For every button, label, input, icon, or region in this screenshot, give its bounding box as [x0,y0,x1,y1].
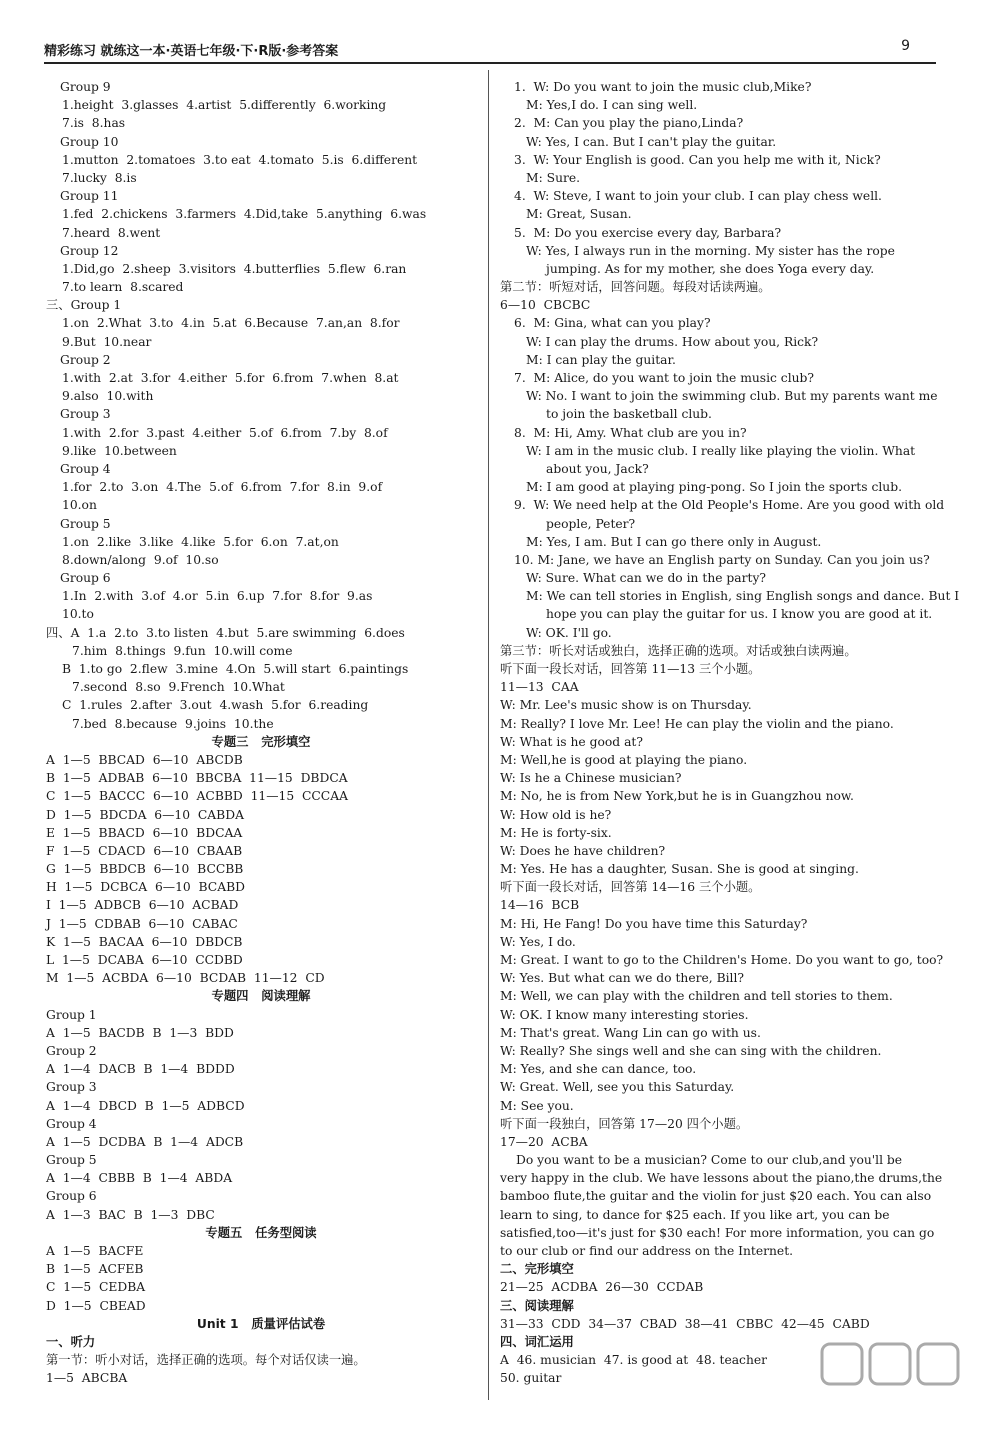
right-line: M: Yes, I am. But I can go there only in August. [526,534,822,549]
left-line: L 1—5 DCABA 6—10 CCDBD [46,953,243,967]
right-line: M: We can tell stories in English, sing English songs and dance. But I [526,589,960,604]
left-line: H 1—5 DCBCA 6—10 BCABD [46,880,245,895]
left-line: 专题四 阅读理解 [211,989,311,1004]
right-line: 听下面一段长对话，回答第 11—13 三个小题。 [500,662,761,676]
right-line: 11—13 CAA [500,680,579,695]
left-line: 一、听力 [46,1334,96,1349]
left-line: 1.mutton 2.tomatoes 3.to eat 4.tomato 5.is 6.different [62,152,418,167]
left-line: K 1—5 BACAA 6—10 DBDCB [46,934,243,949]
right-line: M: Well, we can play with the children and tell stories to them. [500,989,893,1004]
left-line: A 1—3 BAC B 1—3 DBC [46,1207,215,1222]
left-line: 7.him 8.things 9.fun 10.will come [72,643,293,658]
right-line: M: Great, Susan. [526,207,632,222]
right-line: 50. guitar [500,1371,562,1386]
left-line: Group 4 [46,1116,97,1131]
right-line: 17—20 ACBA [500,1134,588,1149]
right-line: Do you want to be a musician? Come to our club,and you'll be [516,1153,903,1168]
right-line: W: What is he good at? [500,734,643,749]
left-line: A 1—5 DCDBA B 1—4 ADCB [46,1134,244,1149]
right-line: W: Yes, I always run in the morning. My sister has the rope [526,243,895,258]
right-line: 3. W: Your English is good. Can you help me with it, Nick? [514,152,881,167]
left-line: 专题三 完形填空 [211,734,311,749]
right-line: about you, Jack? [546,461,649,476]
right-line: 三、阅读理解 [500,1298,574,1313]
left-line: M 1—5 ACBDA 6—10 BCDAB 11—12 CD [46,971,325,986]
left-line: C 1.rules 2.after 3.out 4.wash 5.for 6.reading [62,698,369,713]
right-line: jumping. As for my mother, she does Yoga every day. [546,261,875,276]
right-line: M: Well,he is good at playing the piano. [500,752,748,767]
right-line: 听下面一段独白，回答第 17—20 四个小题。 [500,1116,749,1131]
left-line: Group 6 [46,1189,97,1204]
left-line: 专题五 任务型阅读 [205,1225,317,1240]
right-line: bamboo flute,the guitar and the violin for just $20 each. You can also [500,1189,932,1204]
right-line: M: Great. I want to go to the Children's Home. Do you want to go, too? [500,953,944,967]
left-line: 8.down/along 9.of 10.so [62,552,219,567]
left-line: Group 1 [46,1007,97,1022]
left-line: 7.bed 8.because 9.joins 10.the [72,716,274,731]
right-line: W: Really? She sings well and she can sing with the children. [500,1043,882,1058]
right-line: M: No, he is from New York,but he is in Guangzhou now. [500,789,854,804]
right-line: 1. W: Do you want to join the music club,Mike? [514,80,812,94]
right-line: M: Yes,I do. I can sing well. [526,98,698,113]
right-line: M: That's great. Wang Lin can go with us. [500,1025,761,1040]
left-line: I 1—5 ADBCB 6—10 ACBAD [46,898,239,913]
left-line: D 1—5 CBEAD [46,1298,146,1313]
left-line: Group 3 [60,407,111,422]
right-line: W: Is he a Chinese musician? [500,771,682,786]
header-title: 精彩练习 就练这一本·英语七年级·下·R版·参考答案 [44,44,339,59]
right-line: W: I can play the drums. How about you, Rick? [526,334,819,349]
left-line: Group 5 [60,516,111,531]
right-line: M: Yes. He has a daughter, Susan. She is good at singing. [500,862,859,877]
left-line: Group 3 [46,1080,97,1095]
left-line: Group 2 [60,352,111,367]
right-line: 31—33 CDD 34—37 CBAD 38—41 CBBC 42—45 CABD [500,1316,870,1331]
right-line: W: OK. I'll go. [526,625,612,640]
right-line: very happy in the club. We have lessons about the piano,the drums,the [500,1171,943,1186]
left-line: 9.But 10.near [62,334,152,349]
right-line: M: Yes, and she can dance, too. [500,1062,697,1077]
left-line: A 1—5 BBCAD 6—10 ABCDB [46,752,243,767]
left-line: 1.Did,go 2.sheep 3.visitors 4.butterflies 5.flew 6.ran [62,261,407,276]
right-line: W: Yes, I can. But I can't play the guitar. [526,134,777,149]
left-line: 1.fed 2.chickens 3.farmers 4.Did,take 5.anything 6.was [62,207,427,222]
left-line: 1.with 2.for 3.past 4.either 5.of 6.from 7.by 8.of [62,425,388,440]
right-line: 6—10 CBCBC [500,298,591,313]
left-line: F 1—5 CDACD 6—10 CBAAB [46,843,243,858]
left-line: B 1—5 ADBAB 6—10 BBCBA 11—15 DBDCA [46,771,348,786]
right-line: satisfied,too—it's just for $30 each! For more information, you can go [500,1225,935,1240]
right-line: to join the basketball club. [546,407,712,422]
right-line: 5. M: Do you exercise every day, Barbara? [514,225,782,240]
left-line: A 1—4 DACB B 1—4 BDDD [46,1062,235,1077]
left-line: 7.heard 8.went [62,225,161,240]
right-line: W: Does he have children? [500,843,666,858]
left-line: 9.also 10.with [62,389,154,404]
right-line: W: I am in the music club. I really like playing the violin. What [526,443,916,458]
right-line: W: Great. Well, see you this Saturday. [500,1080,735,1095]
right-line: W: Yes, I do. [500,934,576,949]
left-line: 三、Group 1 [46,298,122,313]
left-line: B 1—5 ACFEB [46,1262,144,1277]
right-line: to our club or find our address on the Internet. [500,1244,794,1258]
right-line: 4. W: Steve, I want to join your club. I can play chess well. [514,189,882,204]
left-line: Group 6 [60,571,111,586]
left-line: 10.on [62,498,97,513]
right-line: 7. M: Alice, do you want to join the music club? [514,371,815,385]
right-line: people, Peter? [546,516,636,531]
left-line: Group 2 [46,1043,97,1058]
left-line: 1—5 ABCBA [46,1371,128,1386]
left-line: 1.on 2.like 3.like 4.like 5.for 6.on 7.at,on [62,534,339,549]
right-line: 第二节：听短对话，回答问题。每段对话读两遍。 [500,280,771,295]
right-line: W: No. I want to join the swimming club. But my parents want me [526,389,938,404]
left-line: 9.like 10.between [62,443,177,458]
left-line: 7.second 8.so 9.French 10.What [72,680,285,695]
left-line: A 1—4 CBBB B 1—4 ABDA [46,1171,233,1186]
left-line: Group 10 [60,134,119,149]
column-divider [488,70,489,1400]
left-line: 7.to learn 8.scared [62,280,184,295]
left-line: J 1—5 CDBAB 6—10 CABAC [46,916,238,931]
right-line: W: OK. I know many interesting stories. [500,1007,749,1022]
right-line: 听下面一段长对话，回答第 14—16 三个小题。 [500,880,761,895]
right-line: M: Really? I love Mr. Lee! He can play the violin and the piano. [500,716,894,731]
left-line: A 1—4 DBCD B 1—5 ADBCD [46,1098,245,1113]
left-line: E 1—5 BBACD 6—10 BDCAA [46,825,243,840]
left-line: 7.lucky 8.is [62,170,137,185]
right-line: A 46. musician 47. is good at 48. teacher [500,1353,768,1368]
right-line: M: I can play the guitar. [526,352,676,367]
left-line: B 1.to go 2.flew 3.mine 4.On 5.will start 6.paintings [62,662,409,676]
left-line: Group 4 [60,461,111,476]
left-line: 1.In 2.with 3.of 4.or 5.in 6.up 7.for 8.for 9.as [62,589,373,604]
right-line: M: See you. [500,1098,574,1113]
right-line: 10. M: Jane, we have an English party on Sunday. Can you join us? [514,552,930,567]
right-line: 2. M: Can you play the piano,Linda? [514,116,744,131]
page-number: 9 [901,38,910,54]
right-line: M: Hi, He Fang! Do you have time this Saturday? [500,916,808,931]
right-column [500,78,960,1388]
right-line: M: I am good at playing ping-pong. So I join the sports club. [526,480,902,495]
right-line: 14—16 BCB [500,898,580,913]
right-line: W: Sure. What can we do in the party? [526,571,766,586]
page-header [44,36,936,64]
right-line: 第三节：听长对话或独白，选择正确的选项。对话或独白读两遍。 [500,643,857,658]
left-line: Group 9 [60,80,111,94]
left-column [46,78,476,1388]
right-line: W: Mr. Lee's music show is on Thursday. [500,698,752,713]
left-line: C 1—5 CEDBA [46,1280,146,1295]
left-line: A 1—5 BACFE [46,1244,144,1258]
left-line: 1.with 2.at 3.for 4.either 5.for 6.from 7.when 8.at [62,371,399,385]
left-line: D 1—5 BDCDA 6—10 CABDA [46,807,244,822]
left-line: 四、A 1.a 2.to 3.to listen 4.but 5.are swimming 6.does [46,625,405,640]
right-line: 二、完形填空 [500,1262,574,1277]
left-line: Group 12 [60,243,119,258]
left-line: 1.for 2.to 3.on 4.The 5.of 6.from 7.for 8.in 9.of [62,480,383,495]
right-line: 6. M: Gina, what can you play? [514,316,711,331]
right-line: hope you can play the guitar for us. I know you are good at it. [546,607,933,622]
watermark-logo [818,1340,968,1420]
left-line: Group 11 [60,189,119,204]
right-line: M: He is forty-six. [500,825,612,840]
left-line: 第一节：听小对话，选择正确的选项。每个对话仅读一遍。 [46,1353,366,1368]
right-line: 21—25 ACDBA 26—30 CCDAB [500,1280,704,1295]
right-line: 四、词汇运用 [500,1334,574,1349]
left-line: A 1—5 BACDB B 1—3 BDD [46,1025,234,1040]
right-line: W: Yes. But what can we do there, Bill? [500,971,744,986]
left-line: 10.to [62,607,94,622]
left-line: 1.height 3.glasses 4.artist 5.differently 6.working [62,98,387,113]
right-line: 8. M: Hi, Amy. What club are you in? [514,425,747,440]
left-line: G 1—5 BBDCB 6—10 BCCBB [46,862,244,877]
left-line: Group 5 [46,1153,97,1168]
left-line: C 1—5 BACCC 6—10 ACBBD 11—15 CCCAA [46,789,348,804]
right-line: learn to sing, to dance for $25 each. If you like art, you can be [500,1207,890,1222]
right-line: 9. W: We need help at the Old People's Home. Are you good with old [514,498,945,513]
left-line: 7.is 8.has [62,116,126,131]
left-line: Unit 1 质量评估试卷 [196,1316,326,1331]
right-line: W: How old is he? [500,807,612,822]
left-line: 1.on 2.What 3.to 4.in 5.at 6.Because 7.an,an 8.for [62,316,400,331]
right-line: M: Sure. [526,170,581,185]
